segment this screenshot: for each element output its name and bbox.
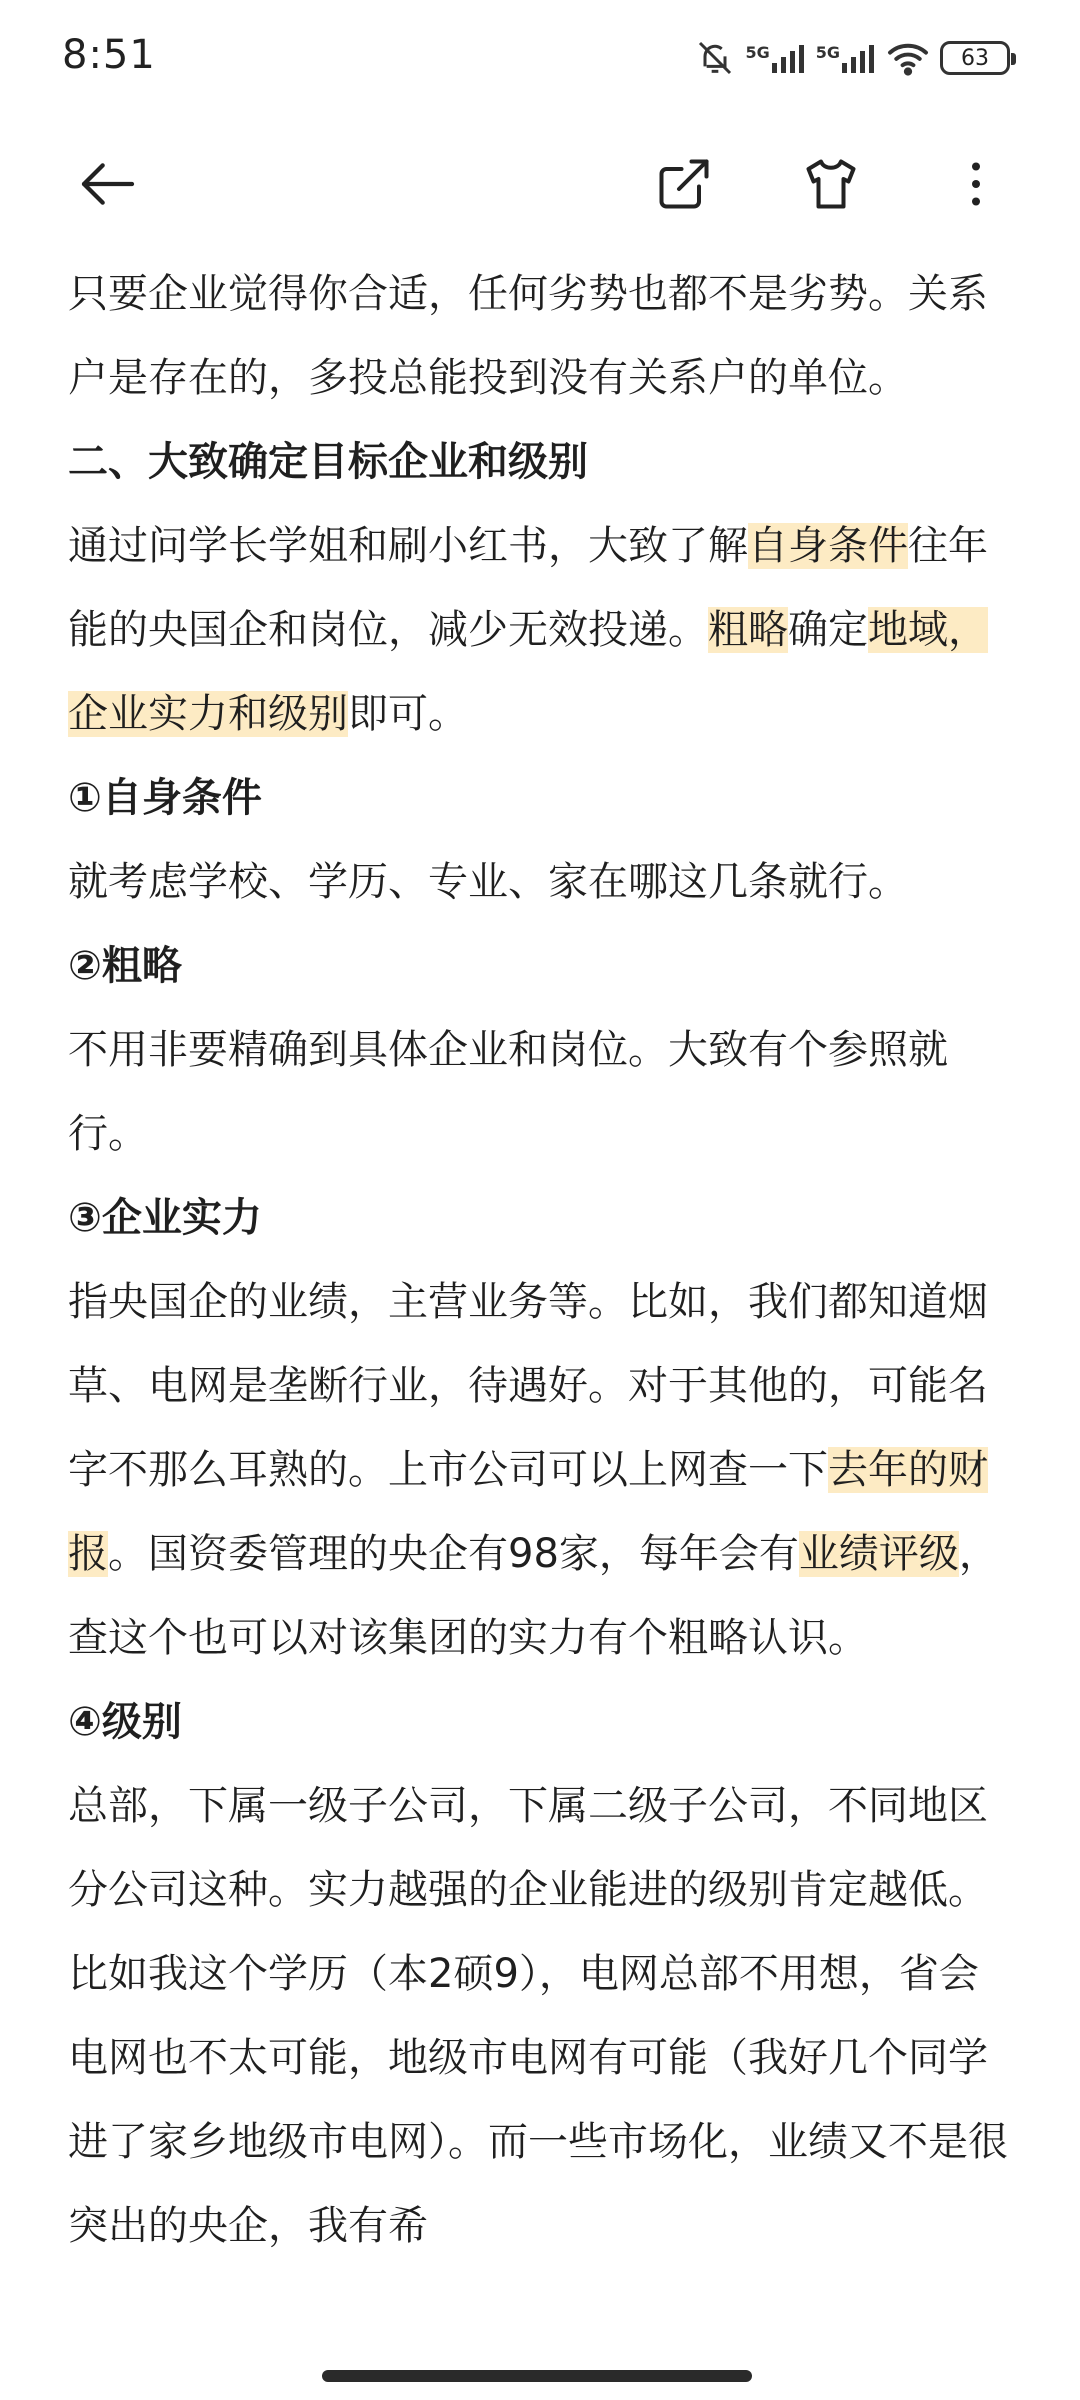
highlighted-text: 粗略 bbox=[708, 607, 788, 653]
back-button[interactable] bbox=[72, 150, 144, 222]
paragraph: 就考虑学校、学历、专业、家在哪这几条就行。 bbox=[68, 859, 908, 905]
text-span: 通过问学长学姐和刷小红书，大致了解 bbox=[68, 523, 748, 569]
paragraph: 总部，下属一级子公司，下属二级子公司，不同地区分公司这种。实力越强的企业能进的级别肯定越低。比如我这个学历（本2硕9），电网总部不用想，省会电网也不太可能，地级市电网有可能（我好几个同学进了家乡地级市电网）。而一些市场化，业绩又不是很突出的央企，我有希 bbox=[68, 1783, 1008, 2249]
subsection-heading: ②粗略 bbox=[68, 943, 182, 989]
text-span: 确定 bbox=[788, 607, 868, 653]
share-button[interactable] bbox=[648, 150, 720, 222]
highlighted-text: 去年的财报 bbox=[68, 1447, 988, 1577]
section-heading: 二、大致确定目标企业和级别 bbox=[68, 439, 588, 485]
cellular-signal-icon bbox=[745, 43, 805, 73]
text-span: 往年能的央国企和岗位，减少无效投递。 bbox=[68, 523, 988, 653]
highlighted-text: 业绩评级 bbox=[798, 1531, 959, 1577]
wifi-icon bbox=[886, 40, 930, 76]
paragraph: 只要企业觉得你合适，任何劣势也都不是劣势。关系户是存在的，多投总能投到没有关系户的单位。 bbox=[68, 271, 988, 401]
paragraph bbox=[68, 1260, 1018, 1680]
text-span: 即可。 bbox=[348, 691, 468, 737]
article-body bbox=[68, 252, 1018, 2268]
external-share-icon bbox=[654, 154, 714, 218]
highlighted-text: 自身条件 bbox=[748, 523, 908, 569]
subsection-heading: ③企业实力 bbox=[68, 1195, 262, 1241]
subsection-heading: ④级别 bbox=[68, 1699, 182, 1745]
tshirt-icon bbox=[801, 154, 861, 218]
text-span: ，查这个也可以对该集团的实力有个粗略认识。 bbox=[68, 1531, 999, 1661]
home-indicator[interactable] bbox=[322, 2370, 752, 2382]
text-span: 指央国企的业绩，主营业务等。比如，我们都知道烟草、电网是垄断行业，待遇好。对于其他的，可能名字不那么耳熟的。上市公司可以上网查一下 bbox=[68, 1279, 988, 1493]
status-icons bbox=[695, 36, 1010, 80]
subsection-heading: ①自身条件 bbox=[68, 775, 262, 821]
status-bar bbox=[0, 0, 1080, 120]
status-time: 8:51 bbox=[62, 32, 156, 78]
bell-muted-icon bbox=[695, 38, 735, 78]
paragraph bbox=[68, 504, 1018, 756]
battery-level: 63 bbox=[961, 45, 989, 71]
network-type-label: 5G bbox=[745, 43, 770, 62]
arrow-left-icon bbox=[76, 152, 140, 220]
network-type-label: 5G bbox=[815, 43, 840, 62]
top-toolbar bbox=[0, 130, 1080, 230]
theme-button[interactable] bbox=[795, 150, 867, 222]
cellular-signal-icon bbox=[816, 43, 876, 73]
paragraph: 不用非要精确到具体企业和岗位。大致有个参照就行。 bbox=[68, 1027, 948, 1157]
text-span: 。国资委管理的央企有98家，每年会有 bbox=[108, 1531, 799, 1577]
more-options-button[interactable] bbox=[940, 150, 1012, 222]
battery-icon bbox=[940, 41, 1010, 75]
highlighted-text: 地域，企业实力和级别 bbox=[68, 607, 988, 737]
more-vertical-icon bbox=[946, 154, 1006, 218]
